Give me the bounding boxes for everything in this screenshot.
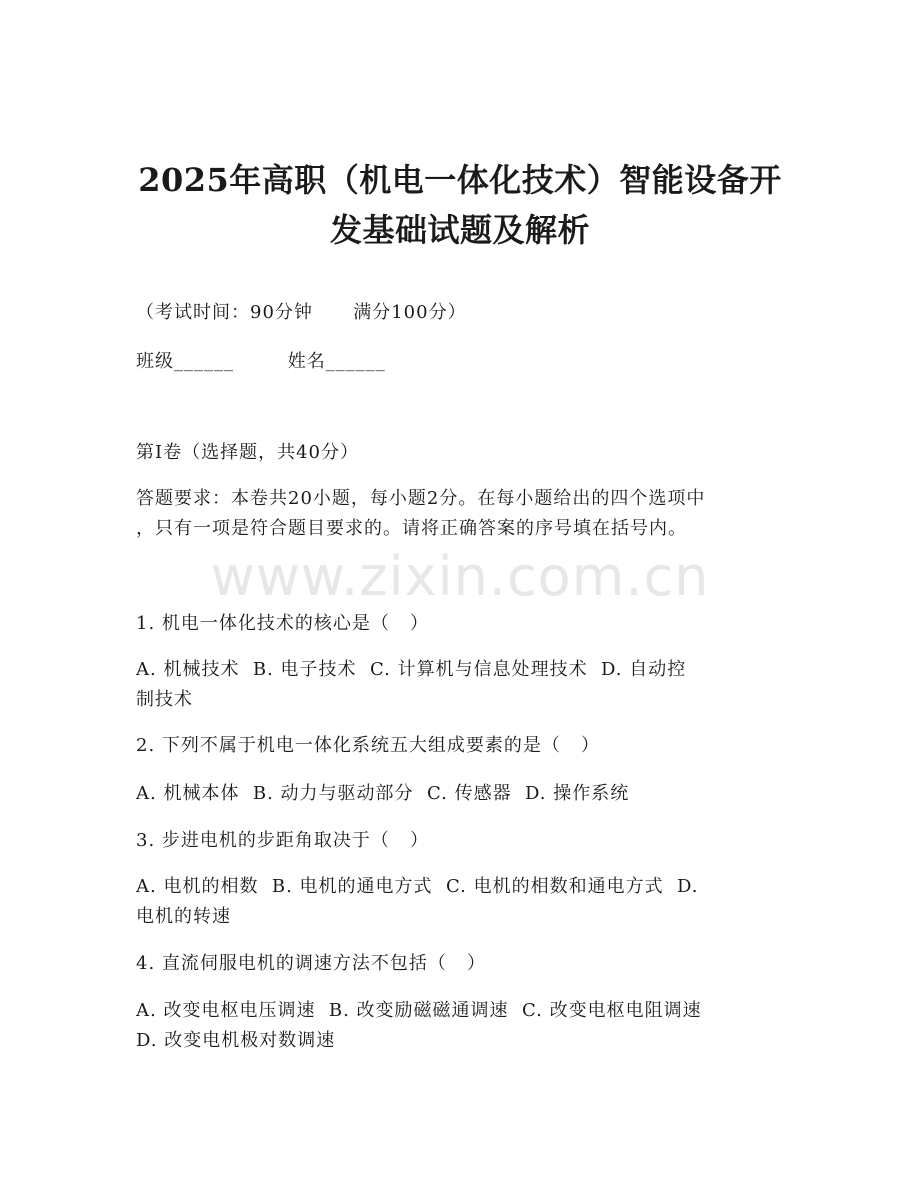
instructions-line-1: 答题要求：本卷共20小题，每小题2分。在每小题给出的四个选项中 [136,488,706,509]
question-4-options-line-1: A. 改变电枢电压调速 B. 改变励磁磁通调速 C. 改变电枢电阻调速 [136,1000,702,1021]
section-title: 第Ⅰ卷（选择题，共40分） [136,442,360,463]
question-3-options-line-1: A. 电机的相数 B. 电机的通电方式 C. 电机的相数和通电方式 D. [136,876,699,897]
question-4-stem: 4. 直流伺服电机的调速方法不包括（ ） [136,953,487,974]
question-2-options-line-1: A. 机械本体 B. 动力与驱动部分 C. 传感器 D. 操作系统 [136,783,630,804]
exam-info: （考试时间：90分钟 满分100分） [136,302,467,323]
question-1-options-line-2: 制技术 [136,689,193,710]
question-3-stem: 3. 步进电机的步距角取决于（ ） [136,830,430,851]
question-1-stem: 1. 机电一体化技术的核心是（ ） [136,613,430,634]
document-title-line-1: 2025年高职（机电一体化技术）智能设备开 [138,161,782,199]
question-4-options-line-2: D. 改变电机极对数调速 [136,1030,336,1051]
question-3-options-line-2: 电机的转速 [136,906,231,927]
instructions-line-2: ，只有一项是符合题目要求的。请将正确答案的序号填在括号内。 [136,518,687,539]
student-info: 班级______ 姓名______ [136,351,386,372]
question-2-stem: 2. 下列不属于机电一体化系统五大组成要素的是（ ） [136,735,601,756]
question-1-options-line-1: A. 机械技术 B. 电子技术 C. 计算机与信息处理技术 D. 自动控 [136,659,687,680]
watermark: www.zixin.com.cn [210,545,710,608]
document-title-line-2: 发基础试题及解析 [329,211,590,249]
